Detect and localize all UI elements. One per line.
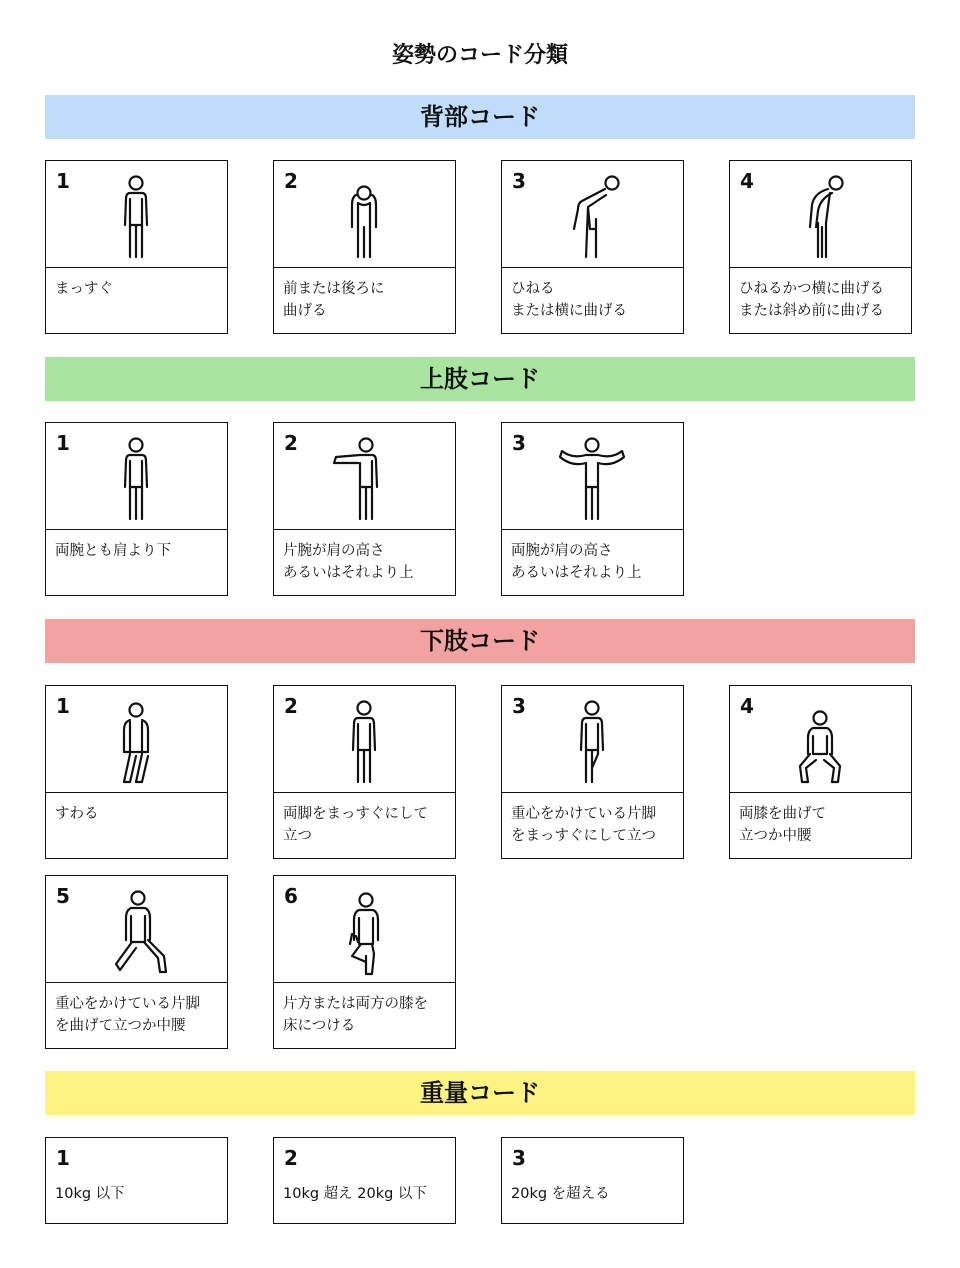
card-number: 6	[284, 884, 298, 908]
section-header-upper: 上肢コード	[45, 357, 915, 401]
card-caption: 10kg 超え 20kg 以下	[283, 1186, 427, 1202]
standing-straight-icon	[86, 167, 186, 263]
bend-forward-icon	[314, 167, 414, 263]
section-header-weight: 重量コード	[45, 1071, 915, 1115]
card-caption: 重心をかけている片脚 を曲げて立つか中腰	[55, 996, 200, 1034]
card-caption: ひねるかつ横に曲げる または斜め前に曲げる	[739, 281, 884, 319]
card-caption: 10kg 以下	[55, 1186, 125, 1202]
lower-code-card-6	[273, 875, 456, 1049]
card-number: 1	[56, 694, 70, 718]
card-number: 2	[284, 169, 298, 193]
lower-code-card-4	[729, 685, 912, 859]
sitting-icon	[86, 692, 186, 788]
card-number: 3	[512, 431, 526, 455]
twist-side-bend-icon	[542, 167, 642, 263]
card-number: 1	[56, 431, 70, 455]
card-caption: 両腕が肩の高さ あるいはそれより上	[511, 543, 642, 581]
upper-code-card-1	[45, 422, 228, 596]
card-caption: すわる	[55, 806, 99, 822]
card-caption: 両脚をまっすぐにして 立つ	[283, 806, 428, 844]
card-number: 2	[284, 694, 298, 718]
card-caption: 両腕とも肩より下	[55, 543, 171, 559]
both-arms-raised-icon	[542, 429, 642, 525]
lunge-icon	[86, 882, 186, 978]
page-title: 姿勢のコード分類	[391, 43, 568, 68]
card-caption: 片腕が肩の高さ あるいはそれより上	[283, 543, 414, 581]
card-number: 3	[512, 694, 526, 718]
back-code-card-3	[501, 160, 684, 334]
card-caption: 前または後ろに 曲げる	[283, 281, 385, 319]
card-caption: 重心をかけている片脚 をまっすぐにして立つ	[511, 806, 656, 844]
lower-code-card-2	[273, 685, 456, 859]
weight-code-card-3	[501, 1137, 684, 1224]
card-caption: 両膝を曲げて 立つか中腰	[739, 806, 826, 844]
upper-code-card-2	[273, 422, 456, 596]
weight-code-card-2	[273, 1137, 456, 1224]
standing-straight-legs-icon	[314, 692, 414, 788]
card-number: 1	[56, 1146, 70, 1170]
twist-and-bend-icon	[770, 167, 870, 263]
one-arm-raised-icon	[314, 429, 414, 525]
squat-icon	[770, 692, 870, 788]
back-code-card-2	[273, 160, 456, 334]
card-number: 3	[512, 1146, 526, 1170]
card-number: 5	[56, 884, 70, 908]
back-code-card-1	[45, 160, 228, 334]
card-caption: 20kg を超える	[511, 1186, 610, 1202]
card-number: 4	[740, 694, 754, 718]
card-caption: まっすぐ	[55, 281, 113, 297]
card-number: 3	[512, 169, 526, 193]
lower-code-card-1	[45, 685, 228, 859]
lower-code-card-5	[45, 875, 228, 1049]
card-number: 2	[284, 431, 298, 455]
section-header-back: 背部コード	[45, 95, 915, 139]
upper-code-card-3	[501, 422, 684, 596]
card-caption: ひねる または横に曲げる	[511, 281, 627, 319]
card-number: 2	[284, 1146, 298, 1170]
kneeling-icon	[314, 882, 414, 978]
card-caption: 片方または両方の膝を 床につける	[283, 996, 428, 1034]
card-number: 4	[740, 169, 754, 193]
lower-code-card-3	[501, 685, 684, 859]
card-number: 1	[56, 169, 70, 193]
arms-down-icon	[86, 429, 186, 525]
back-code-card-4	[729, 160, 912, 334]
weight-code-card-1	[45, 1137, 228, 1224]
section-header-lower: 下肢コード	[45, 619, 915, 663]
one-leg-straight-icon	[542, 692, 642, 788]
